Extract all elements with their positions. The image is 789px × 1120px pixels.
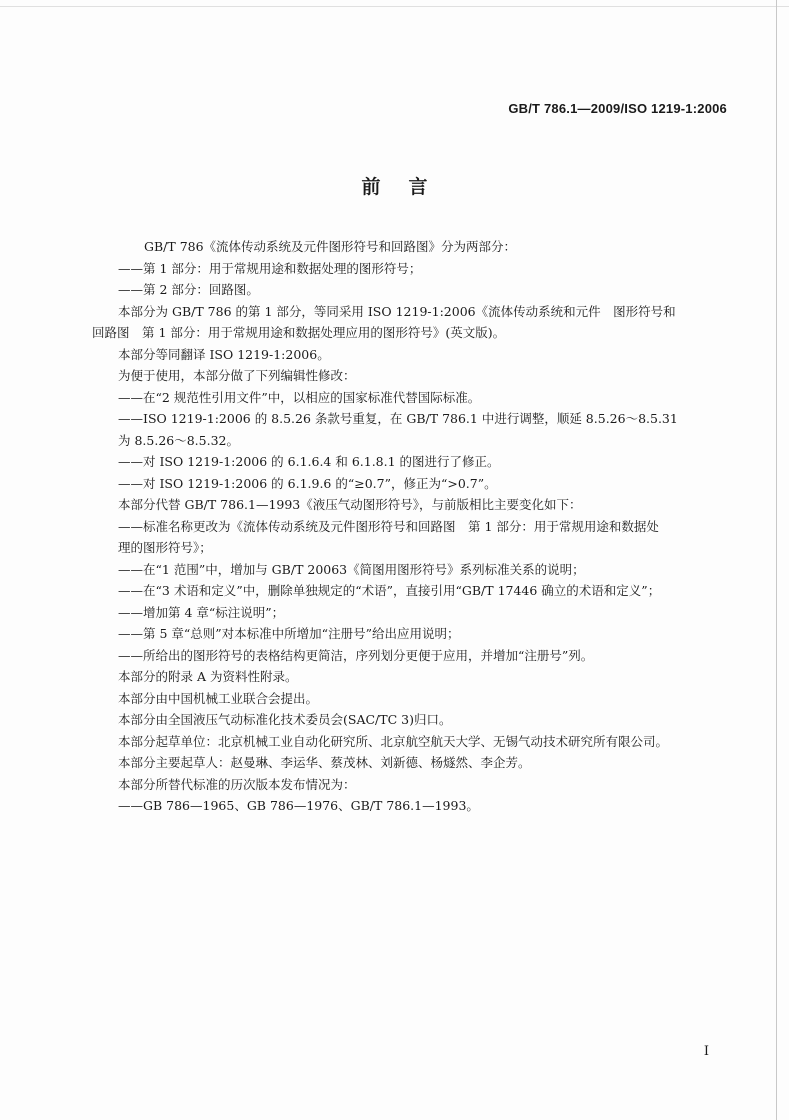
line-26: 本部分所替代标准的历次版本发布情况为： [118, 776, 356, 792]
line-6: 本部分等同翻译 ISO 1219-1:2006。 [118, 346, 330, 362]
line-10: 为 8.5.26～8.5.32。 [118, 432, 239, 448]
line-13: 本部分代替 GB/T 786.1—1993《液压气动图形符号》，与前版相比主要变化如下： [118, 497, 582, 512]
line-20: ——所给出的图形符号的表格结构更简洁，序列划分更便于应用，并增加“注册号”列。 [118, 647, 594, 663]
line-3: ——第 2 部分：回路图。 [118, 282, 259, 297]
line-21: 本部分的附录 A 为资料性附录。 [118, 669, 298, 684]
line-4: 本部分为 GB/T 786 的第 1 部分，等同采用 ISO 1219-1:2006《流体传动系统和元件 图形符号和 [118, 303, 676, 319]
line-24: 本部分起草单位：北京机械工业自动化研究所、北京航空航天大学、无锡气动技术研究所有限公司。 [118, 733, 669, 749]
scan-edge-right [776, 0, 777, 1120]
line-15: 理的图形符号》； [118, 540, 212, 555]
line-9: ——ISO 1219-1:2006 的 8.5.26 条款号重复，在 GB/T 786.1 中进行调整，顺延 8.5.26～8.5.31 [118, 411, 678, 426]
line-11: ——对 ISO 1219-1:2006 的 6.1.6.4 和 6.1.8.1 的图进行了修正。 [118, 454, 500, 469]
line-22: 本部分由中国机械工业联合会提出。 [118, 690, 319, 706]
line-18: ——增加第 4 章“标注说明”； [118, 604, 285, 620]
preface-body [92, 236, 718, 817]
line-1: GB/T 786《流体传动系统及元件图形符号和回路图》分为两部分： [144, 239, 517, 254]
line-23: 本部分由全国液压气动标准化技术委员会(SAC/TC 3)归口。 [118, 712, 452, 727]
line-12: ——对 ISO 1219-1:2006 的 6.1.9.6 的“≥0.7”，修正为“>0.7”。 [118, 475, 497, 491]
line-5: 回路图 第 1 部分：用于常规用途和数据处理应用的图形符号》(英文版)。 [92, 325, 506, 340]
page-number: I [703, 1044, 709, 1059]
line-8: ——在“2 规范性引用文件”中，以相应的国家标准代替国际标准。 [118, 389, 481, 405]
line-27: ——GB 786—1965、GB 786—1976、GB/T 786.1—1993。 [118, 798, 479, 813]
page-title: 前言 [361, 176, 456, 198]
line-14: ——标准名称更改为《流体传动系统及元件图形符号和回路图 第 1 部分：用于常规用途和数据处 [118, 518, 659, 534]
line-7: 为便于使用，本部分做了下列编辑性修改： [118, 368, 356, 383]
line-19: ——第 5 章“总则”对本标准中所增加“注册号”给出应用说明； [118, 626, 460, 641]
line-2: ——第 1 部分：用于常规用途和数据处理的图形符号； [118, 260, 422, 276]
scan-edge-top [0, 6, 789, 7]
line-25: 本部分主要起草人：赵曼琳、李运华、蔡茂林、刘新德、杨燧然、李企芳。 [118, 755, 531, 770]
standard-code-header: GB/T 786.1—2009/ISO 1219-1:2006 [508, 101, 727, 116]
line-16: ——在“1 范围”中，增加与 GB/T 20063《简图用图形符号》系列标准关系的说明； [118, 561, 585, 577]
line-17: ——在“3 术语和定义”中，删除单独规定的“术语”，直接引用“GB/T 17446 确立的术语和定义”； [118, 583, 661, 598]
